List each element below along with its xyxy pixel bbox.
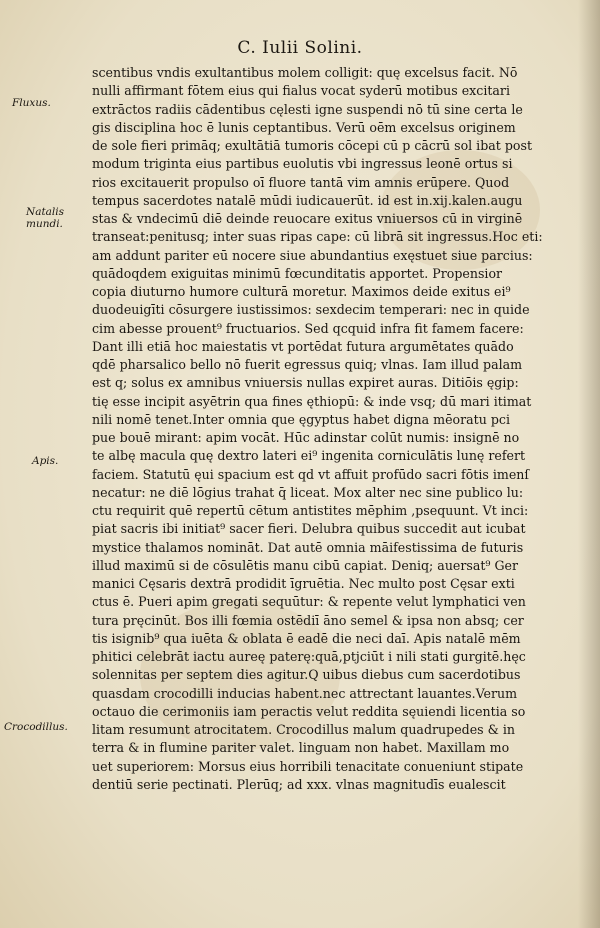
text-line: pue bouē mirant: apim vocāt. Hūc adinstar colūt numis: insignē no (92, 430, 520, 445)
margin-note-natalis-mundi: Natalis mundi. (26, 206, 65, 230)
text-line: quasdam crocodilli inducias habent.nec attrectant lauantes.Verum (92, 685, 518, 701)
text-line: de sole fieri primāq; exultātiā tumoris cōcepi cū p cācrū sol ibat post (92, 138, 533, 153)
text-line: quādoqdem exiguitas minimū fœcunditatis apportet. Propensior (92, 265, 503, 281)
running-head: C. Iulii Solini. (237, 38, 363, 58)
text-line: nili nomē tenet.Inter omnia que ęgyptus habet digna mēoratu pci (92, 411, 510, 427)
text-line: octauo die cerimoniis iam peractis velut reddita sęuiendi licentia so (92, 703, 526, 719)
text-line: uet superiorem: Morsus eius horribili tenacitate conueniunt stipate (92, 758, 524, 774)
text-line: phitici celebrāt iactu aureę paterę:quā,ptjciūt i nili stati gurgitē.hęc (92, 649, 526, 664)
text-line: stas & vndecimū diē deinde reuocare exitus vniuersos cū in virginē (92, 211, 523, 226)
text-line: tis isignib⁹ qua iuēta & oblata ē eadē die neci daī. Apis natalē mēm (92, 630, 521, 646)
text-line: dentiū serie pectinati. Plerūq; ad xxx. vlnas magnitudīs eualescit (92, 776, 506, 792)
text-line: nulli affirmant fōtem eius qui fialus vocat syderū motibus excitari (92, 83, 510, 99)
text-line: est q; solus ex amnibus vniuersis nullas expiret auras. Ditiōis ęgip: (92, 375, 519, 391)
text-line: tura pręcinūt. Bos illi fœmia ostēdiī āno semel & ipsa non absq; cer (92, 612, 524, 628)
text-line: necatur: ne diē lōgius trahat q̄ liceat. Mox alter nec sine publico lu: (92, 484, 524, 500)
text-line: copia diuturno humore culturā moretur. Maximos deide exitus ei⁹ (92, 284, 511, 299)
text-line: transeat:penitusq; inter suas ripas cape: cū librā sit ingressus.Hoc eti: (92, 229, 543, 245)
text-line: piat sacris ibi initiat⁹ sacer fieri. Delubra quibus succedit aut icubat (92, 521, 526, 537)
text-line: duodeuigīti cōsurgere iustissimos: sexdecim temperari: nec in quide (92, 302, 530, 318)
text-line: faciem. Statutū ęui spacium est qd vt affuit profūdo sacri fōtis imenſ (92, 466, 530, 482)
text-line: qdē pharsalico bello nō fuerit egressus quiq; vlnas. Iam illud palam (92, 357, 523, 372)
text-line: gis disciplina hoc ē lunis ceptantibus. Verū oēm excelsus originem (92, 119, 516, 135)
text-line: ctu requirit quē repertū cētum antistites mēphim ,psequunt. Vt inci: (92, 503, 529, 518)
text-line: modum triginta eius partibus euolutis vbi ingressus leonē ortus si (92, 156, 513, 172)
margin-note-apis: Apis. (32, 455, 59, 467)
text-line: cim abesse prouent⁹ fructuarios. Sed qcquid infra fit famem facere: (92, 320, 524, 336)
margin-note-crocodillus: Crocodillus. (4, 721, 68, 733)
text-line: scentibus vndis exultantibus molem colligit: quę excelsus facit. Nō (92, 65, 518, 80)
text-line: ctus ē. Pueri apim gregati sequūtur: & repente velut lymphatici ven (92, 594, 526, 610)
text-line: Dant illi etiā hoc maiestatis vt portēdat futura argumētates quādo (92, 338, 514, 354)
text-line: illud maximū si de cōsulētis manu cibū capiat. Deniq; auersat⁹ Ger (92, 557, 519, 573)
text-line: rios excitauerit propulso oī fluore tantā vim amnis erūpere. Quod (92, 174, 510, 190)
text-line: am addunt pariter eū nocere siue abundantius exęstuet siue parcius: (92, 247, 533, 263)
body-text (92, 64, 592, 794)
text-line: extrāctos radiis cādentibus cęlesti igne suspendi nō tū sine certa le (92, 101, 523, 117)
text-line: terra & in flumine pariter valet. linguam non habet. Maxillam mo (92, 740, 510, 756)
text-line: solennitas per septem dies agitur.Q uibus diebus cum sacerdotibus (92, 667, 521, 683)
text-line: tempus sacerdotes natalē mūdi iudicauerūt. id est in.xij.kalen.augu (92, 192, 523, 208)
text-line: te albę macula quę dextro lateri ei⁹ ingenita corniculātis lunę refert (92, 448, 526, 464)
text-line: litam resumunt atrocitatem. Crocodillus malum quadrupedes & in (92, 722, 515, 737)
margin-note-fluxus: Fluxus. (12, 97, 51, 109)
text-line: manici Cęsaris dextrā prodidit īgruētia. Nec multo post Cęsar exti (92, 576, 515, 591)
text-line: mystice thalamos nomināt. Dat autē omnia māifestissima de futuris (92, 539, 524, 555)
text-line: tię esse incipit asyētrin qua fines ęthiopū: & inde vsq; dū mari itimat (92, 393, 532, 409)
